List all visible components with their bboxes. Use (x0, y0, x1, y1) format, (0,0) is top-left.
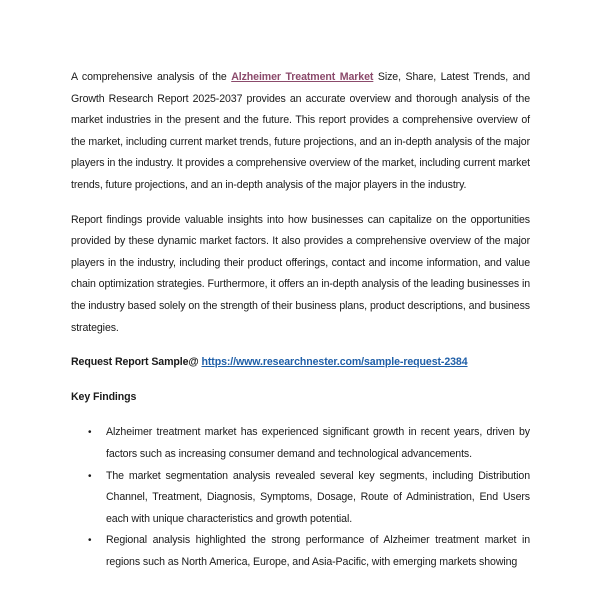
document-page (71, 67, 530, 573)
sample-request-link[interactable]: https://www.researchnester.com/sample-request-2384 (201, 356, 468, 369)
key-finding-item (71, 422, 530, 465)
key-findings-list (71, 422, 530, 573)
intro-text-before-link: A comprehensive analysis of the (71, 71, 232, 83)
bullet-icon: • (88, 535, 92, 547)
bullet-icon: • (88, 470, 92, 482)
intro-paragraph (71, 67, 530, 197)
intro-text-after-link: Size, Share, Latest Trends, and Growth Research Report 2025-2037 provides an accurate overview and thorough analysis of the market industries in the present and the future. This report provides a comprehensive overview of the market, including current market trends, future projections, and an in-depth analysis of the major players in the industry. It provides a comprehensive overview of the market, including current market trends, future projections, and an in-depth analysis of the major players in the industry. (71, 71, 531, 191)
request-sample-label: Request Report Sample@ (71, 356, 202, 369)
key-findings-heading: Key Findings (71, 390, 137, 403)
alzheimer-treatment-market-link[interactable]: Alzheimer Treatment Market (231, 71, 374, 83)
request-sample-line (71, 352, 530, 374)
bullet-icon: • (88, 427, 92, 439)
key-finding-text: Alzheimer treatment market has experienced significant growth in recent years, driven by factors such as increasing consumer demand and technological advancements. (106, 426, 530, 460)
report-findings-paragraph: Report findings provide valuable insights into how businesses can capitalize on the opportunities provided by these dynamic market factors. It also provides a comprehensive overview of the major players in the industry, including their product offerings, contact and income information, and value chain optimization strategies. Furthermore, it offers an in-depth analysis of the leading businesses in the industry based solely on the strength of their business plans, product descriptions, and business strategies. (71, 213, 530, 334)
key-finding-item (71, 466, 530, 531)
key-finding-item (71, 530, 530, 573)
key-finding-text: Regional analysis highlighted the strong performance of Alzheimer treatment market in regions such as North America, Europe, and Asia-Pacific, with emerging markets showing (106, 534, 530, 568)
key-finding-text: The market segmentation analysis revealed several key segments, including Distribution Channel, Treatment, Diagnosis, Symptoms, Dosage, Route of Administration, End Users each with unique characteristics and growth potential. (106, 469, 530, 525)
